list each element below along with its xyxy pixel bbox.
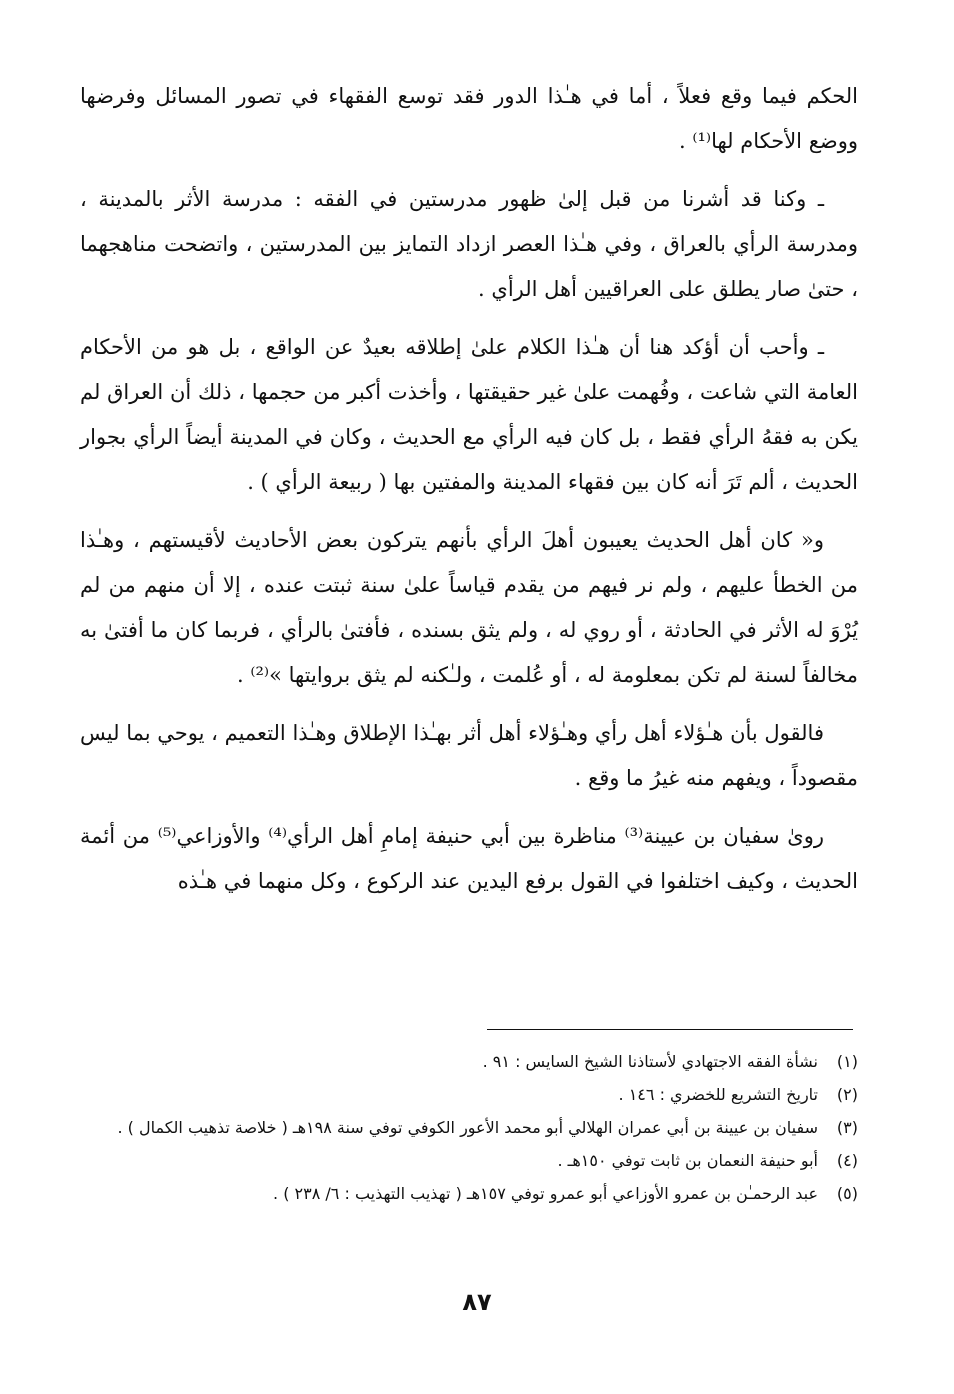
footnote-text: عبد الرحمـٰن بن عمرو الأوزاعي أبو عمرو توفي ١٥٧هـ ( تهذيب التهذيب : ٦/ ٢٣٨ ) . (273, 1184, 818, 1203)
footnote-text: أبو حنيفة النعمان بن ثابت توفي ١٥٠هـ . (557, 1151, 818, 1170)
footnote-5 (80, 1177, 858, 1210)
paragraph-6: روىٰ سفيان بن عيينة⁽³⁾ مناظرة بين أبي حنيفة إمامِ أهل الرأي⁽⁴⁾ والأوزاعي⁽⁵⁾ من أئمة الحديث ، وكيف اختلفوا في القول برفع اليدين عند الركوع ، وكل منهما في هـٰذه (80, 824, 858, 893)
footnote-text: سفيان بن عيينة بن أبي عمران الهلالي أبو محمد الأعور الكوفي توفي سنة ١٩٨هـ ( خلاصة تذهيب الكمال ) . (117, 1118, 818, 1137)
page-number: ٨٧ (462, 1288, 492, 1316)
footnote-divider (487, 1029, 853, 1030)
footnote-4 (80, 1144, 858, 1177)
footnote-1 (80, 1045, 858, 1078)
footnotes (80, 1045, 858, 1210)
footnote-text: نشأة الفقه الاجتهادي لأستاذنا الشيخ السايس : ٩١ . (482, 1052, 818, 1071)
paragraph-4: و« كان أهل الحديث يعيبون أهلَ الرأي بأنهم يتركون بعض الأحاديث لأقيستهم ، وهـٰذا من الخطأ عليهم ، ولم نر فيهم من يقدم قياساً علىٰ سنة ثبتت عنده ، إلا أن منهم من لم يُرْوَ له الأثر في الحادثة ، أو روي له ، ولم يثق بسنده ، فأفتىٰ بالرأي ، فربما كان ما أفتىٰ به مخالفاً لسنة لم تكن بمعلومة له ، أو عُلمت ، ولـٰكنه لم يثق بروايتها »⁽²⁾ . (80, 528, 859, 687)
footnote-number: (٤) (836, 1151, 858, 1170)
footnote-number: (٣) (836, 1118, 858, 1137)
paragraph-2: ـ وكنا قد أشرنا من قبل إلىٰ ظهور مدرستين في الفقه : مدرسة الأثر بالمدينة ، ومدرسة الرأي بالعراق ، وفي هـٰذا العصر ازداد التمايز بين المدرستين ، واتضحت مناهجهما ، حتىٰ صار يطلق على العراقيين أهل الرأي . (80, 187, 858, 301)
main-text (80, 74, 858, 917)
paragraph-3: ـ وأحب أن أؤكد هنا أن هـٰذا الكلام علىٰ إطلاقه بعيدٌ عن الواقع ، بل هو من الأحكام العامة التي شاعت ، وفُهمت علىٰ غير حقيقتها ، وأخذت أكبر من حجمها ، ذلك أن العراق لم يكن به فقهُ الرأي فقط ، بل كان فيه الرأي مع الحديث ، وكان في المدينة أيضاً الرأي بجوار الحديث ، ألم تَرَ أنه كان بين فقهاء المدينة والمفتين بها ( ربيعة الرأي ) . (80, 335, 858, 494)
footnote-text: تاريخ التشريع للخضري : ١٤٦ . (618, 1085, 818, 1104)
footnote-3 (80, 1111, 858, 1144)
footnote-number: (٥) (836, 1184, 858, 1203)
paragraph-5: فالقول بأن هـٰؤلاء أهل رأي وهـٰؤلاء أهل أثر بهـٰذا الإطلاق وهـٰذا التعميم ، يوحي بما ليس مقصوداً ، ويفهم منه غيرُ ما وقع . (80, 721, 858, 790)
footnote-number: (١) (836, 1052, 858, 1071)
footnote-number: (٢) (836, 1085, 858, 1104)
footnote-2 (80, 1078, 858, 1111)
paragraph-1: الحكم فيما وقع فعلاً ، أما في هـٰذا الدور فقد توسع الفقهاء في تصور المسائل وفرضها ووضع الأحكام لها⁽¹⁾ . (80, 84, 858, 153)
